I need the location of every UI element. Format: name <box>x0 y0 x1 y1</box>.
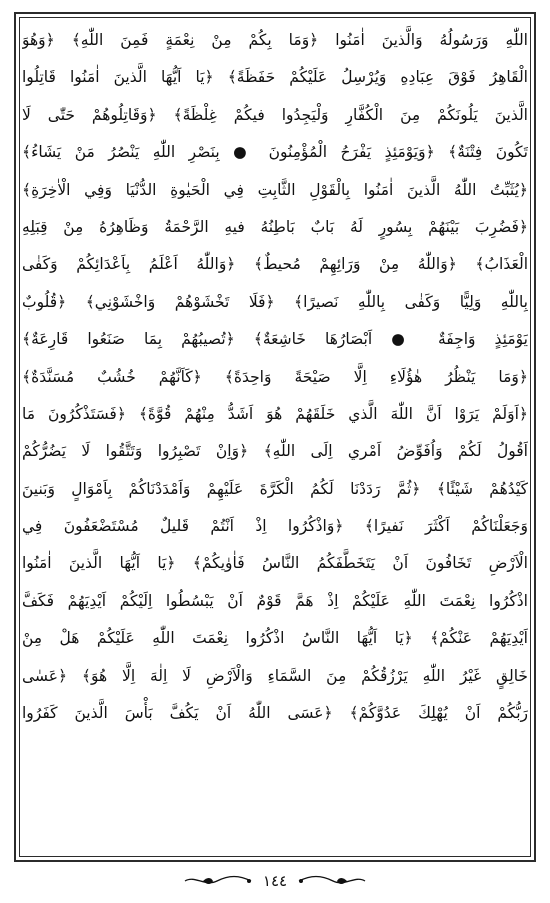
text-line: الْعَذَابُ﴾ ﴿وَاللّٰهُ مِنْ وَرَائِهِمْ مُحيطٌ﴾ ﴿وَاللّٰهُ اَعْلَمُ بِاَعْدَائِكُمْ وَكَفٰى <box>22 255 528 274</box>
floral-flourish-icon <box>183 874 253 888</box>
text-line: اَقُولُ لَكُمْ وَاُفَوِّضُ اَمْري اِلَى اللّٰهِ﴾ ﴿وَاِنْ تَصْبِرُوا وَتَتَّقُوا لَا يَضُرُّكُمْ <box>22 442 528 461</box>
text-line: اللّٰهِ وَرَسُولُهُ وَالَّذينَ اٰمَنُوا ﴿وَمَا بِكُمْ مِنْ نِعْمَةٍ فَمِنَ اللّٰهِ﴾ ﴿وَهُوَ <box>22 31 528 49</box>
text-line: رَبُّكُمْ اَنْ يُهْلِكَ عَدُوَّكُمْ﴾ ﴿عَسَى اللّٰهُ اَنْ يَكُفَّ بَأْسَ الَّذينَ كَفَرُوا <box>22 704 528 723</box>
text-line: ﴿فَضُرِبَ بَيْنَهُمْ بِسُورٍ لَهُ بَابٌ بَاطِنُهُ فيهِ الرَّحْمَةُ وَظَاهِرُهُ مِنْ قِبَلِهِ <box>22 217 528 236</box>
text-line: اَيْدِيَهُمْ عَنْكُمْ﴾ ﴿يَا اَيُّهَا النَّاسُ اذْكُرُوا نِعْمَتَ اللّٰهِ عَلَيْكُمْ هَلْ مِنْ <box>22 629 528 648</box>
text-line: كَيْدُهُمْ شَيْئًا﴾ ﴿ثُمَّ رَدَدْنَا لَكُمُ الْكَرَّةَ عَلَيْهِمْ وَاَمْدَدْنَاكُمْ بِاَمْوَالٍ وَبَنينَ <box>22 479 528 498</box>
text-line: ﴿وَمَا يَنْظُرُ هٰؤُلَاءِ اِلَّا صَيْحَةً وَاحِدَةً﴾ ﴿كَاَنَّهُمْ خُشُبٌ مُسَنَّدَةٌ﴾ <box>22 367 528 386</box>
text-line: الْاَرْضِ تَخَافُونَ اَنْ يَتَخَطَّفَكُمُ النَّاسُ فَاٰوٰيكُمْ﴾ ﴿يَا اَيُّهَا الَّذينَ اٰمَنُوا <box>22 554 528 573</box>
page-footer <box>0 866 550 896</box>
text-line: اذْكُرُوا نِعْمَتَ اللّٰهِ عَلَيْكُمْ اِذْ هَمَّ قَوْمٌ اَنْ يَبْسُطُوا اِلَيْكُمْ اَيْدِيَهُمْ فَكَفَّ <box>22 591 528 610</box>
text-line: يَوْمَئِذٍ وَاجِفَةٌ ● اَبْصَارُهَا خَاشِعَةٌ﴾ ﴿تُصيبُهُمْ بِمَا صَنَعُوا قَارِعَةٌ﴾ <box>22 330 528 349</box>
text-line: تَكُونَ فِتْنَةٌ﴾ ﴿وَيَوْمَئِذٍ يَفْرَحُ الْمُؤْمِنُونَ ● بِنَصْرِ اللّٰهِ يَنْصُرُ مَنْ يَشَاءُ﴾ <box>22 143 528 162</box>
text-body <box>22 22 528 732</box>
text-line: بِاللّٰهِ وَلِيًّا وَكَفٰى بِاللّٰهِ نَصيرًا﴾ ﴿فَلَا تَخْشَوْهُمْ وَاخْشَوْنِي﴾ ﴿قُلُوبٌ <box>22 292 528 311</box>
text-line: ﴿اَوَلَمْ يَرَوْا اَنَّ اللّٰهَ الَّذي خَلَقَهُمْ هُوَ اَشَدُّ مِنْهُمْ قُوَّةً﴾ ﴿فَسَتَذْكُرُونَ مَا <box>22 404 528 423</box>
text-line: وَجَعَلْنَاكُمْ اَكْثَرَ نَفيرًا﴾ ﴿وَاذْكُرُوا اِذْ اَنْتُمْ قَليلٌ مُسْتَضْعَفُونَ فِي <box>22 517 528 536</box>
floral-flourish-icon <box>297 874 367 888</box>
text-line: الَّذينَ يَلُونَكُمْ مِنَ الْكُفَّارِ وَلْيَجِدُوا فيكُمْ غِلْظَةً﴾ ﴿وَقَاتِلُوهُمْ حَتّٰى لَا <box>22 105 528 124</box>
page-number: ١٤٤ <box>262 872 288 890</box>
text-line: ﴿يُثَبِّتُ اللّٰهُ الَّذينَ اٰمَنُوا بِالْقَوْلِ الثَّابِتِ فِي الْحَيٰوةِ الدُّنْيَا وَفِي الْاٰخِرَةِ﴾ <box>22 180 528 199</box>
text-line: الْقَاهِرُ فَوْقَ عِبَادِهِ وَيُرْسِلُ عَلَيْكُمْ حَفَظَةً﴾ ﴿يَا اَيُّهَا الَّذينَ اٰمَنُوا قَاتِلُوا <box>22 68 528 87</box>
text-line: خَالِقٍ غَيْرُ اللّٰهِ يَرْزُقُكُمْ مِنَ السَّمَاءِ وَالْاَرْضِ لَا اِلٰهَ اِلَّا هُوَ﴾ ﴿عَسٰى <box>22 666 528 685</box>
